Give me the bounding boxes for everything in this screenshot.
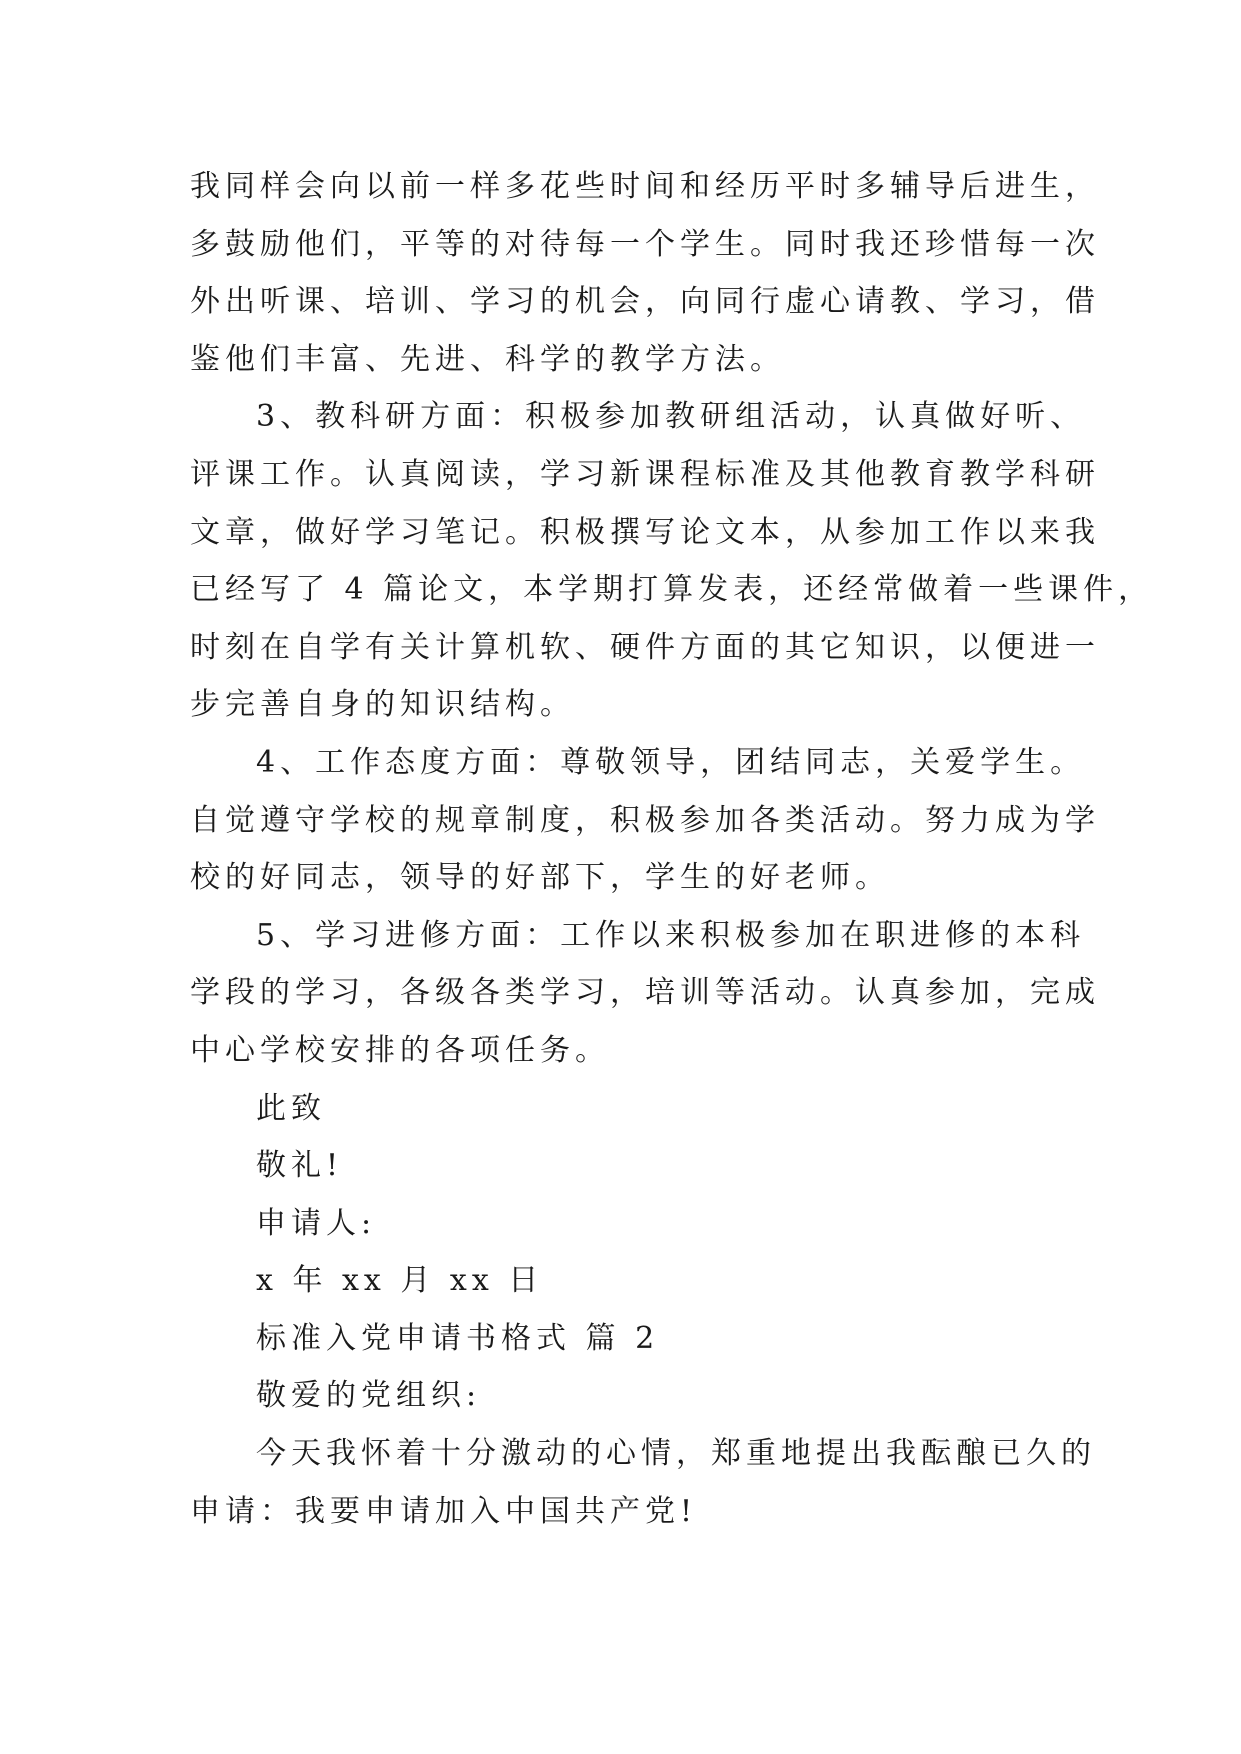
text-line: 外出听课、培训、学习的机会，向同行虚心请教、学习，借 (190, 284, 1100, 320)
text-line: 我同样会向以前一样多花些时间和经历平时多辅导后进生， (190, 169, 1100, 204)
text-line: 4、工作态度方面：尊敬领导，团结同志，关爱学生。 (256, 744, 1086, 780)
text-line: 学段的学习，各级各类学习，培训等活动。认真参加，完成 (190, 975, 1100, 1011)
text-line: 3、教科研方面：积极参加教研组活动，认真做好听、 (256, 399, 1086, 435)
text-line: 5、学习进修方面：工作以来积极参加在职进修的本科 (256, 917, 1086, 953)
text-line: 校的好同志，领导的好部下，学生的好老师。 (190, 860, 890, 896)
text-line: 今天我怀着十分激动的心情，郑重地提出我酝酿已久的 (256, 1436, 1096, 1472)
text-line: 步完善自身的知识结构。 (190, 687, 575, 723)
text-line: 多鼓励他们，平等的对待每一个学生。同时我还珍惜每一次 (190, 226, 1100, 262)
text-line: 申请：我要申请加入中国共产党! (190, 1493, 698, 1529)
text-line: 此致 (256, 1090, 326, 1126)
text-line: x 年 xx 月 xx 日 (256, 1263, 544, 1299)
text-line: 标准入党申请书格式 篇 2 (256, 1320, 660, 1356)
text-line: 文章，做好学习笔记。积极撰写论文本，从参加工作以来我 (190, 514, 1100, 550)
body-text (190, 158, 1154, 1540)
text-line: 评课工作。认真阅读，学习新课程标准及其他教育教学科研 (190, 456, 1100, 492)
text-line: 申请人: (256, 1205, 377, 1241)
text-line: 时刻在自学有关计算机软、硬件方面的其它知识，以便进一 (190, 629, 1100, 665)
text-line: 敬爱的党组织: (256, 1378, 482, 1414)
text-line: 中心学校安排的各项任务。 (190, 1032, 610, 1068)
text-line: 自觉遵守学校的规章制度，积极参加各类活动。努力成为学 (190, 802, 1100, 838)
text-line: 敬礼! (256, 1148, 344, 1184)
text-line: 鉴他们丰富、先进、科学的教学方法。 (190, 341, 785, 377)
text-line: 已经写了 4 篇论文，本学期打算发表，还经常做着一些课件， (190, 572, 1154, 608)
